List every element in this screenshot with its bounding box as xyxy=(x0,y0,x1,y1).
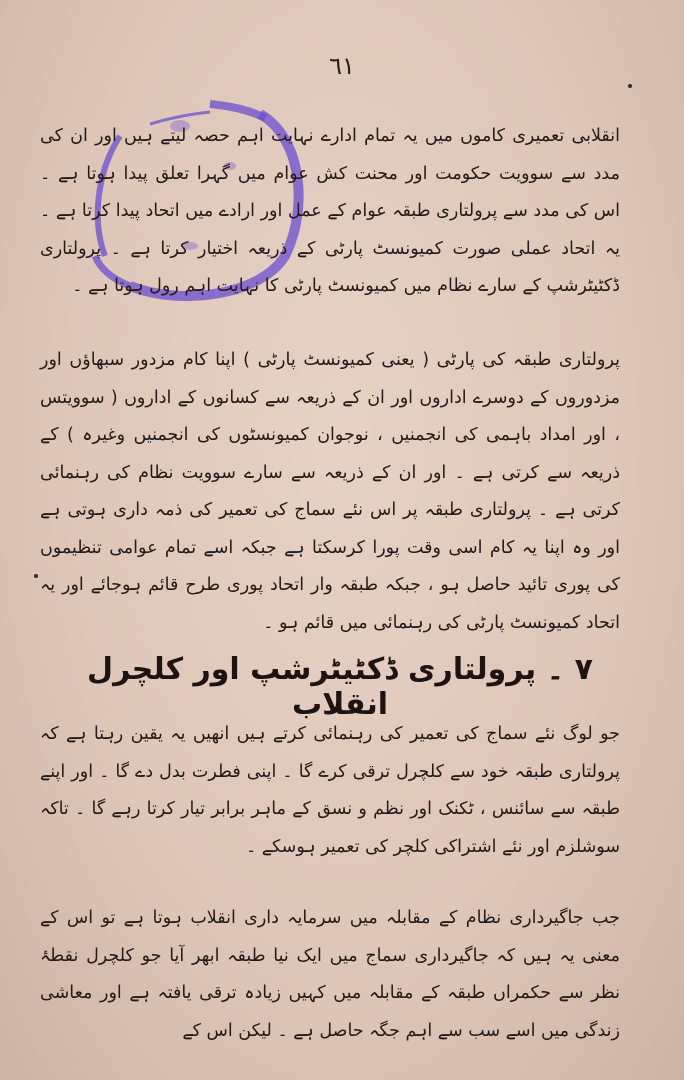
paragraph-2 xyxy=(40,342,648,642)
paragraph-text: جو لوگ نئے سماج کی تعمیر کی رہنمائی کرتے ہیں انھیں یہ یقین رہتا ہے کہ پرولتاری طبقہ خود سے کلچرل ترقی کرے گا ۔ اپنی فطرت بدل دے گا ۔ اور اپنے طبقہ سے سائنس ، ٹکنک اور نظم و نسق کے ماہر برابر تیار کرتا رہے گا ۔ تاکہ سوشلزم اور نئے اشتراکی کلچر کی تعمیر ہوسکے ۔ xyxy=(40,724,620,857)
paragraph-4 xyxy=(40,900,648,1050)
paragraph-3 xyxy=(40,716,648,866)
page-number: ٦١ xyxy=(329,52,355,80)
paragraph-text: پرولتاری طبقہ کی پارٹی ( یعنی کمیونسٹ پارٹی ) اپنا کام مزدور سبھاؤں اور مزدوروں کے دوسرے اداروں اور ان کے ذریعہ سے کسانوں کے اداروں ( سوویتس ، اور امداد باہمی کی انجمنیں ، نوجوان کمیونسٹوں کی انجمنیں وغیرہ ) کے ذریعہ سے کرتی ہے ۔ اور ان کے ذریعہ سے سارے سوویت نظام کی رہنمائی کرتی ہے ۔ پرولتاری طبقہ پر اس نئے سماج کی تعمیر کی ذمہ داری ہوتی ہے اور وہ اپنا یہ کام اسی وقت پورا کرسکتا ہے جبکہ اسے تمام عوامی تنظیموں کی پوری تائید حاصل ہو ، جبکہ طبقہ وار اتحاد پوری طرح قائم ہوجائے اور یہ اتحاد کمیونسٹ پارٹی کی رہنمائی میں قائم ہو ۔ xyxy=(40,350,620,633)
section-heading: ۷ ۔ پرولتاری ڈکٹیٹرشپ اور کلچرل انقلاب xyxy=(87,652,593,722)
paragraph-1 xyxy=(40,118,648,306)
paragraph-text: جب جاگیرداری نظام کے مقابلہ میں سرمایہ داری انقلاب ہوتا ہے تو اس کے معنی یہ ہیں کہ جاگیرداری سماج میں ایک نیا طبقہ ابھر آیا جو کلچرل نقطۂ نظر سے حکمراں طبقہ کے مقابلہ میں کہیں زیادہ ترقی یافتہ ہے اور معاشی زندگی میں اسے سب سے اہم جگہ حاصل ہے ۔ لیکن اس کے xyxy=(40,908,620,1041)
paragraph-text: انقلابی تعمیری کاموں میں یہ تمام ادارے نہایت اہم حصہ لیتے ہیں اور ان کی مدد سے سوویت حکومت اور محنت کش عوام میں گہرا تعلق پیدا ہوتا ہے ۔ اس کی مدد سے پرولتاری طبقہ عوام کے عمل اور ارادے میں اتحاد پیدا کرتا ہے ۔ یہ اتحاد عملی صورت کمیونسٹ پارٹی کے ذریعہ اختیار کرتا ہے ۔ پرولتاری ڈکٹیٹرشپ کے سارے نظام میں کمیونسٹ پارٹی کا نہایت اہم رول ہوتا ہے ۔ xyxy=(40,126,620,296)
speck xyxy=(34,574,38,578)
speck xyxy=(628,84,632,88)
